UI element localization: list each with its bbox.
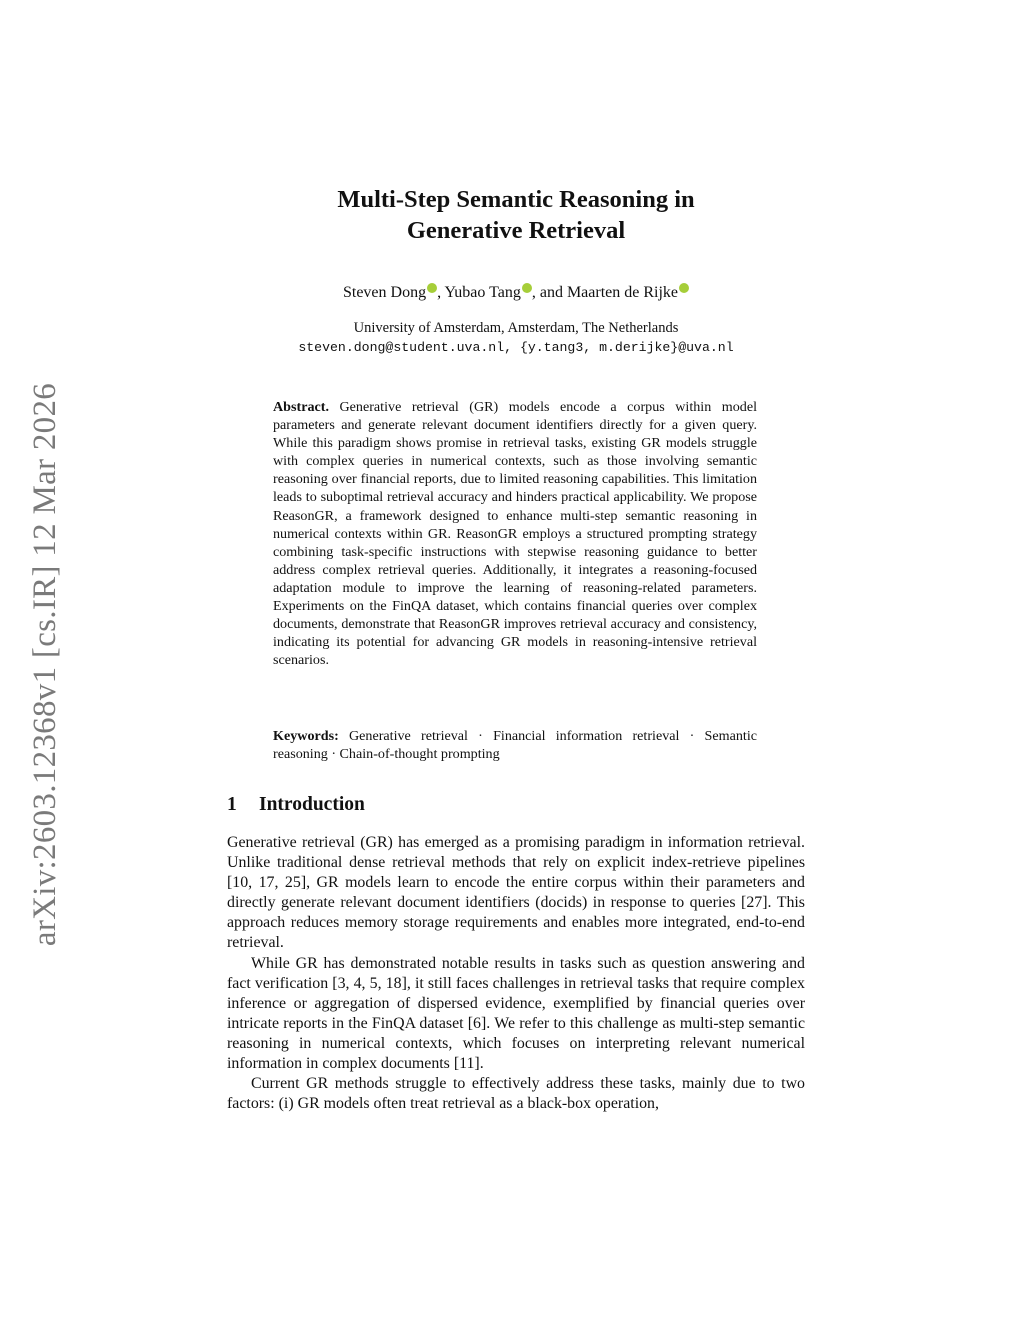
paragraph: Generative retrieval (GR) has emerged as a promising paradigm in information retrieval. Unlike traditional dense retrieval methods that rely on explicit index-retrieve pipelines [10, 17, 25], GR models learn to encode the entire corpus within their parameters and directly generate relevant document identifiers (docids) in response to queries [27]. This approach reduces memory storage requirements and enables more integrated, end-to-end retrieval.	[227, 834, 805, 952]
paragraph: Current GR methods struggle to effectively address these tasks, mainly due to two factors: (i) GR models often treat retrieval as a black-box operation,	[227, 1075, 805, 1113]
author-list	[227, 283, 805, 303]
author-emails: steven.dong@student.uva.nl, {y.tang3, m.derijke}@uva.nl	[298, 340, 734, 355]
orcid-icon[interactable]	[679, 283, 689, 293]
arxiv-side-stamp	[26, 372, 66, 957]
author-name: Maarten de Rijke	[566, 284, 679, 301]
arxiv-identifier: arXiv:2603.12368v1 [cs.IR] 12 Mar 2026	[27, 382, 64, 947]
keywords-label: Keywords:	[273, 728, 339, 744]
section-heading	[227, 793, 805, 817]
author-separator: , and	[531, 284, 567, 301]
title-line-1: Multi-Step Semantic Reasoning in	[337, 186, 695, 213]
abstract-label: Abstract.	[273, 399, 329, 415]
author-separator: ,	[437, 284, 445, 301]
section-title: Introduction	[259, 794, 365, 815]
title-line-2: Generative Retrieval	[406, 217, 626, 244]
keywords-text: Generative retrieval · Financial information retrieval · Semantic reasoning · Chain-of-thought prompting	[273, 728, 757, 763]
section-number: 1	[227, 794, 237, 815]
orcid-icon[interactable]	[522, 283, 532, 293]
paper-title	[227, 184, 805, 246]
author-name: Yubao Tang	[444, 284, 521, 301]
affiliation: University of Amsterdam, Amsterdam, The Netherlands	[353, 320, 679, 336]
author-name: Steven Dong	[342, 284, 427, 301]
orcid-icon[interactable]	[427, 283, 437, 293]
introduction-body	[227, 833, 805, 1114]
abstract	[273, 398, 757, 669]
keywords	[273, 727, 757, 763]
paragraph: While GR has demonstrated notable results in tasks such as question answering and fact verification [3, 4, 5, 18], it still faces challenges in retrieval tasks that require complex inference or aggregation of dispersed evidence, exemplified by financial queries over intricate reports in the FinQA dataset [6]. We refer to this challenge as multi-step semantic reasoning in numerical contexts, which focuses on interpreting relevant numerical information in complex documents [11].	[227, 954, 805, 1073]
abstract-text: Generative retrieval (GR) models encode a corpus within model parameters and generate relevant document identifiers directly for a given query. While this paradigm shows promise in retrieval tasks, existing GR models struggle with complex queries in numerical contexts, such as those involving semantic reasoning over financial reports, due to limited reasoning capabilities. This limitation leads to suboptimal retrieval accuracy and hinders practical applicability. We propose ReasonGR, a framework designed to enhance multi-step semantic reasoning in numerical contexts within GR. ReasonGR employs a structured prompting strategy combining task-specific instructions with stepwise reasoning guidance to better address complex retrieval queries. Additionally, it integrates a reasoning-focused adaptation module to improve the learning of reasoning-related parameters. Experiments on the FinQA dataset, which contains financial queries over complex documents, demonstrate that ReasonGR improves retrieval accuracy and consistency, indicating its potential for advancing GR models in reasoning-intensive retrieval scenarios.	[273, 399, 757, 669]
